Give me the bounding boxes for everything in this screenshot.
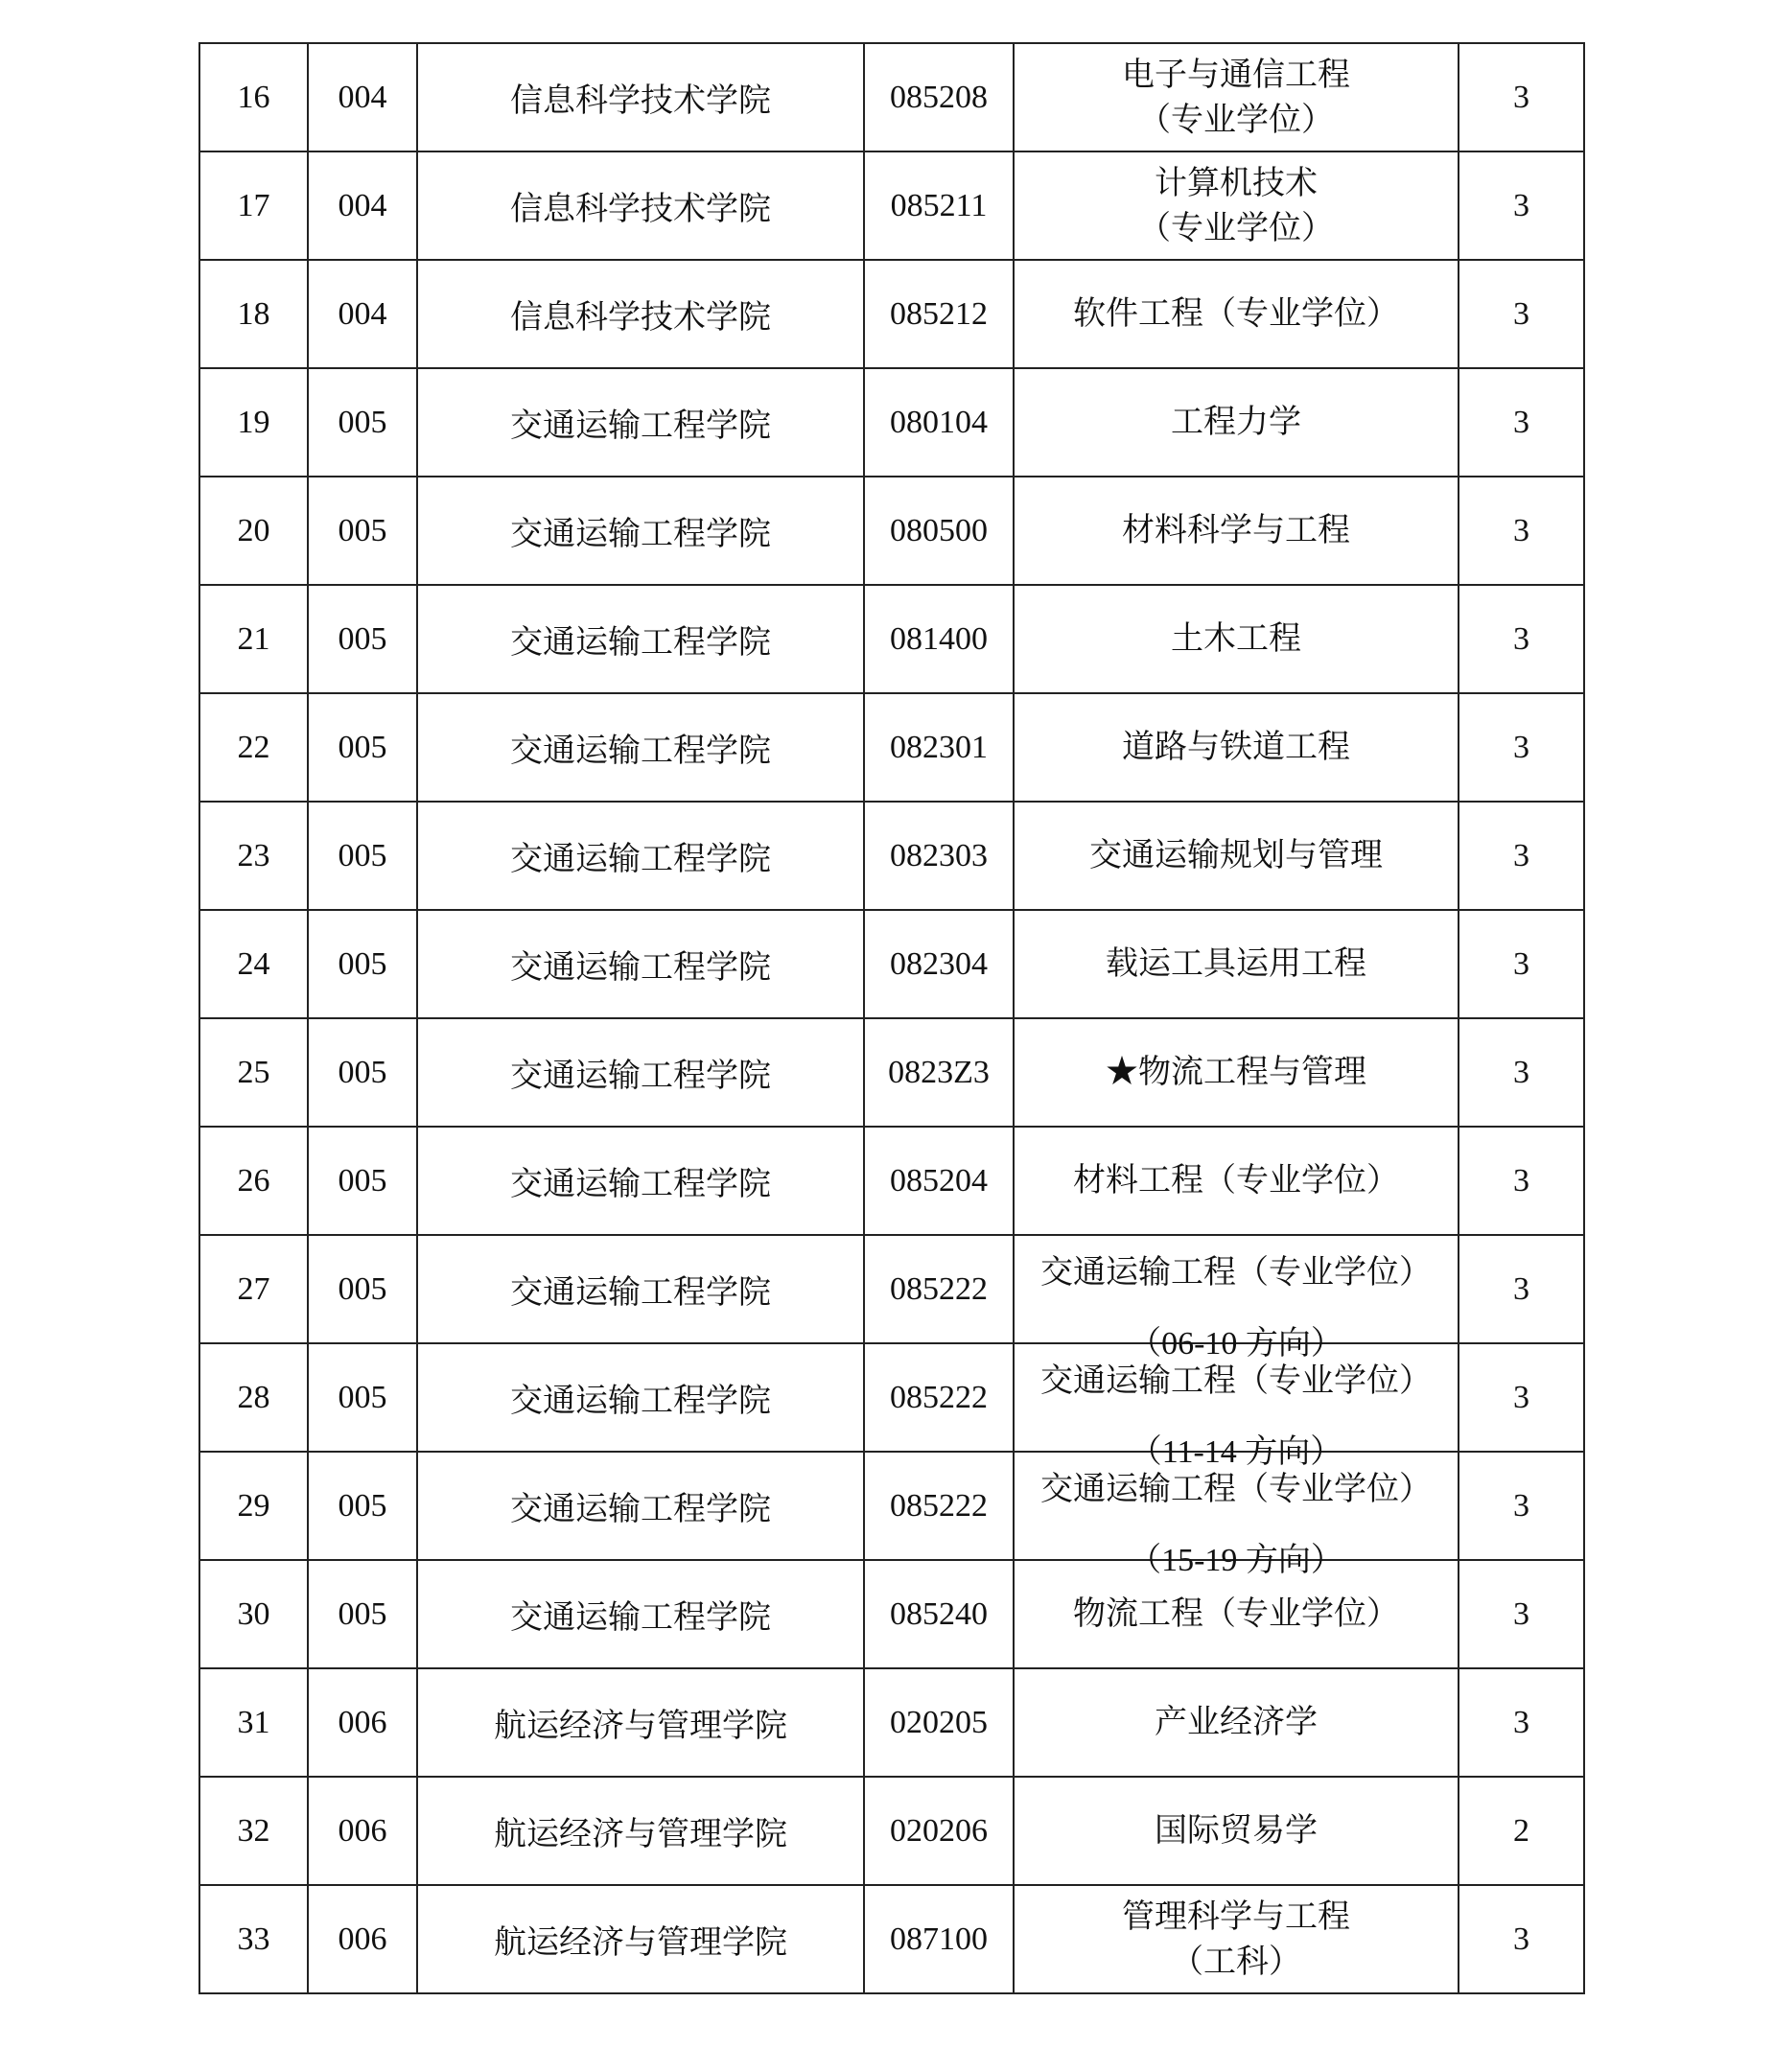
college-name-cell: 航运经济与管理学院 <box>417 1668 864 1777</box>
major-code-cell: 082303 <box>864 802 1014 910</box>
college-name-cell: 航运经济与管理学院 <box>417 1777 864 1885</box>
row-number-cell: 20 <box>199 477 308 585</box>
major-name-cell <box>1014 1343 1459 1470</box>
major-name-lines <box>1015 942 1458 987</box>
major-code-cell: 087100 <box>864 1885 1014 1993</box>
table-row <box>199 1235 1584 1343</box>
row-number-cell: 23 <box>199 802 308 910</box>
quota-cell: 3 <box>1459 1885 1584 1993</box>
row-number-cell: 25 <box>199 1018 308 1127</box>
table-row <box>199 477 1584 585</box>
major-name-lines <box>1015 1158 1458 1203</box>
college-name-cell: 航运经济与管理学院 <box>417 1885 864 1993</box>
major-name-cell <box>1014 1235 1459 1362</box>
major-name-line: （专业学位） <box>1138 210 1334 246</box>
college-name-cell: 信息科学技术学院 <box>417 151 864 260</box>
quota-cell: 3 <box>1459 368 1584 477</box>
major-name-cell <box>1014 693 1459 802</box>
college-name-cell: 交通运输工程学院 <box>417 1018 864 1127</box>
major-code-cell: 085208 <box>864 43 1014 151</box>
major-code-cell: 085240 <box>864 1560 1014 1668</box>
college-code-cell: 005 <box>308 1343 417 1452</box>
major-name-line: （15-19 方向） <box>1129 1543 1343 1578</box>
major-name-lines <box>1015 508 1458 553</box>
major-name-cell <box>1014 802 1459 910</box>
major-name-line: 交通运输工程（专业学位） <box>1040 1472 1432 1507</box>
college-code-cell: 005 <box>308 1127 417 1235</box>
major-name-lines <box>1015 1808 1458 1853</box>
major-name-line: 交通运输工程（专业学位） <box>1040 1363 1432 1399</box>
major-name-line: ★物流工程与管理 <box>1106 1055 1366 1090</box>
major-code-cell: 082301 <box>864 693 1014 802</box>
row-number-cell: 21 <box>199 585 308 693</box>
major-code-cell: 020205 <box>864 1668 1014 1777</box>
major-code-cell: 081400 <box>864 585 1014 693</box>
major-name-line: 软件工程（专业学位） <box>1073 296 1399 332</box>
major-name-cell <box>1014 368 1459 477</box>
major-name-line: （06-10 方向） <box>1129 1326 1343 1362</box>
major-name-lines <box>1015 1050 1458 1095</box>
major-name-line: 载运工具运用工程 <box>1106 946 1366 982</box>
college-name-cell: 交通运输工程学院 <box>417 1452 864 1560</box>
quota-cell: 3 <box>1459 260 1584 368</box>
college-name-cell: 交通运输工程学院 <box>417 477 864 585</box>
college-code-cell: 004 <box>308 43 417 151</box>
enrollment-table <box>198 42 1585 1994</box>
major-name-line: 国际贸易学 <box>1155 1813 1318 1849</box>
major-name-line: 物流工程（专业学位） <box>1073 1596 1399 1632</box>
college-name-cell: 交通运输工程学院 <box>417 910 864 1018</box>
college-name-cell: 交通运输工程学院 <box>417 368 864 477</box>
row-number-cell: 31 <box>199 1668 308 1777</box>
row-number-cell: 16 <box>199 43 308 151</box>
table-row <box>199 1018 1584 1127</box>
quota-cell: 3 <box>1459 477 1584 585</box>
college-code-cell: 005 <box>308 802 417 910</box>
table-row <box>199 368 1584 477</box>
major-code-cell: 082304 <box>864 910 1014 1018</box>
college-name-cell: 交通运输工程学院 <box>417 1127 864 1235</box>
college-code-cell: 006 <box>308 1885 417 1993</box>
major-name-line: 土木工程 <box>1171 621 1301 657</box>
college-code-cell: 005 <box>308 368 417 477</box>
college-name-cell: 交通运输工程学院 <box>417 693 864 802</box>
major-name-line: 材料工程（专业学位） <box>1073 1163 1399 1199</box>
major-name-line: （专业学位） <box>1138 102 1334 138</box>
major-name-cell <box>1014 1127 1459 1235</box>
major-name-line: 计算机技术 <box>1155 165 1318 201</box>
major-code-cell: 080500 <box>864 477 1014 585</box>
major-code-cell: 080104 <box>864 368 1014 477</box>
major-name-cell <box>1014 1668 1459 1777</box>
quota-cell: 3 <box>1459 1127 1584 1235</box>
row-number-cell: 19 <box>199 368 308 477</box>
college-code-cell: 005 <box>308 1452 417 1560</box>
college-name-cell: 交通运输工程学院 <box>417 585 864 693</box>
table-row <box>199 585 1584 693</box>
major-name-cell <box>1014 1452 1459 1578</box>
row-number-cell: 18 <box>199 260 308 368</box>
major-name-lines <box>1015 400 1458 445</box>
major-name-line: 道路与铁道工程 <box>1122 730 1350 765</box>
quota-cell: 3 <box>1459 802 1584 910</box>
college-code-cell: 005 <box>308 477 417 585</box>
major-name-cell <box>1014 1885 1459 1993</box>
college-code-cell: 006 <box>308 1668 417 1777</box>
table-row <box>199 693 1584 802</box>
major-code-cell: 085222 <box>864 1452 1014 1560</box>
major-code-cell: 085212 <box>864 260 1014 368</box>
major-code-cell: 085211 <box>864 151 1014 260</box>
table-row <box>199 1452 1584 1560</box>
major-name-cell <box>1014 585 1459 693</box>
row-number-cell: 27 <box>199 1235 308 1343</box>
major-name-line: 材料科学与工程 <box>1122 513 1350 548</box>
quota-cell: 3 <box>1459 1668 1584 1777</box>
table-row <box>199 1127 1584 1235</box>
college-code-cell: 005 <box>308 910 417 1018</box>
major-name-lines <box>1015 1895 1458 1985</box>
major-name-line: 电子与通信工程 <box>1122 57 1350 93</box>
major-name-line: 产业经济学 <box>1155 1705 1318 1740</box>
row-number-cell: 30 <box>199 1560 308 1668</box>
quota-cell: 3 <box>1459 43 1584 151</box>
table-row <box>199 151 1584 260</box>
table-row <box>199 1560 1584 1668</box>
row-number-cell: 29 <box>199 1452 308 1560</box>
major-name-cell <box>1014 151 1459 260</box>
quota-cell: 3 <box>1459 1343 1584 1452</box>
college-code-cell: 005 <box>308 585 417 693</box>
college-code-cell: 005 <box>308 1018 417 1127</box>
table-row <box>199 260 1584 368</box>
quota-cell: 3 <box>1459 585 1584 693</box>
row-number-cell: 32 <box>199 1777 308 1885</box>
quota-cell: 3 <box>1459 1560 1584 1668</box>
major-name-cell <box>1014 1560 1459 1668</box>
college-name-cell: 交通运输工程学院 <box>417 1235 864 1343</box>
table-row <box>199 802 1584 910</box>
college-code-cell: 004 <box>308 260 417 368</box>
major-name-lines <box>1015 725 1458 770</box>
college-name-cell: 交通运输工程学院 <box>417 802 864 910</box>
college-name-cell: 信息科学技术学院 <box>417 260 864 368</box>
college-name-cell: 信息科学技术学院 <box>417 43 864 151</box>
major-name-line: 交通运输规划与管理 <box>1089 838 1383 873</box>
major-code-cell: 085204 <box>864 1127 1014 1235</box>
major-code-cell: 020206 <box>864 1777 1014 1885</box>
quota-cell: 3 <box>1459 1018 1584 1127</box>
major-name-lines <box>1015 1700 1458 1745</box>
college-code-cell: 006 <box>308 1777 417 1885</box>
table-row <box>199 1343 1584 1452</box>
major-name-cell <box>1014 1018 1459 1127</box>
major-name-lines <box>1015 1592 1458 1637</box>
row-number-cell: 26 <box>199 1127 308 1235</box>
row-number-cell: 33 <box>199 1885 308 1993</box>
table-row <box>199 910 1584 1018</box>
row-number-cell: 24 <box>199 910 308 1018</box>
quota-cell: 3 <box>1459 1235 1584 1343</box>
major-name-lines <box>1015 833 1458 878</box>
major-name-line: （11-14 方向） <box>1129 1434 1343 1470</box>
college-name-cell: 交通运输工程学院 <box>417 1343 864 1452</box>
college-code-cell: 004 <box>308 151 417 260</box>
major-name-cell <box>1014 1777 1459 1885</box>
quota-cell: 3 <box>1459 910 1584 1018</box>
major-name-lines <box>1015 53 1458 143</box>
quota-cell: 3 <box>1459 693 1584 802</box>
major-code-cell: 0823Z3 <box>864 1018 1014 1127</box>
row-number-cell: 22 <box>199 693 308 802</box>
table-row <box>199 1885 1584 1993</box>
major-name-line: 工程力学 <box>1171 405 1301 440</box>
table-row <box>199 43 1584 151</box>
major-code-cell: 085222 <box>864 1343 1014 1452</box>
major-name-lines <box>1015 291 1458 337</box>
major-name-cell <box>1014 260 1459 368</box>
major-name-line: 交通运输工程（专业学位） <box>1040 1255 1432 1291</box>
major-name-cell <box>1014 910 1459 1018</box>
major-name-cell <box>1014 43 1459 151</box>
major-name-lines <box>1015 617 1458 662</box>
major-name-line: （工科） <box>1171 1944 1301 1980</box>
major-name-lines <box>1015 161 1458 251</box>
college-code-cell: 005 <box>308 1235 417 1343</box>
major-code-cell: 085222 <box>864 1235 1014 1343</box>
table-row <box>199 1777 1584 1885</box>
quota-cell: 3 <box>1459 151 1584 260</box>
major-name-line: 管理科学与工程 <box>1122 1898 1350 1935</box>
college-name-cell: 交通运输工程学院 <box>417 1560 864 1668</box>
college-code-cell: 005 <box>308 693 417 802</box>
college-code-cell: 005 <box>308 1560 417 1668</box>
quota-cell: 3 <box>1459 1452 1584 1560</box>
major-name-cell <box>1014 477 1459 585</box>
quota-cell: 2 <box>1459 1777 1584 1885</box>
row-number-cell: 17 <box>199 151 308 260</box>
table-row <box>199 1668 1584 1777</box>
row-number-cell: 28 <box>199 1343 308 1452</box>
